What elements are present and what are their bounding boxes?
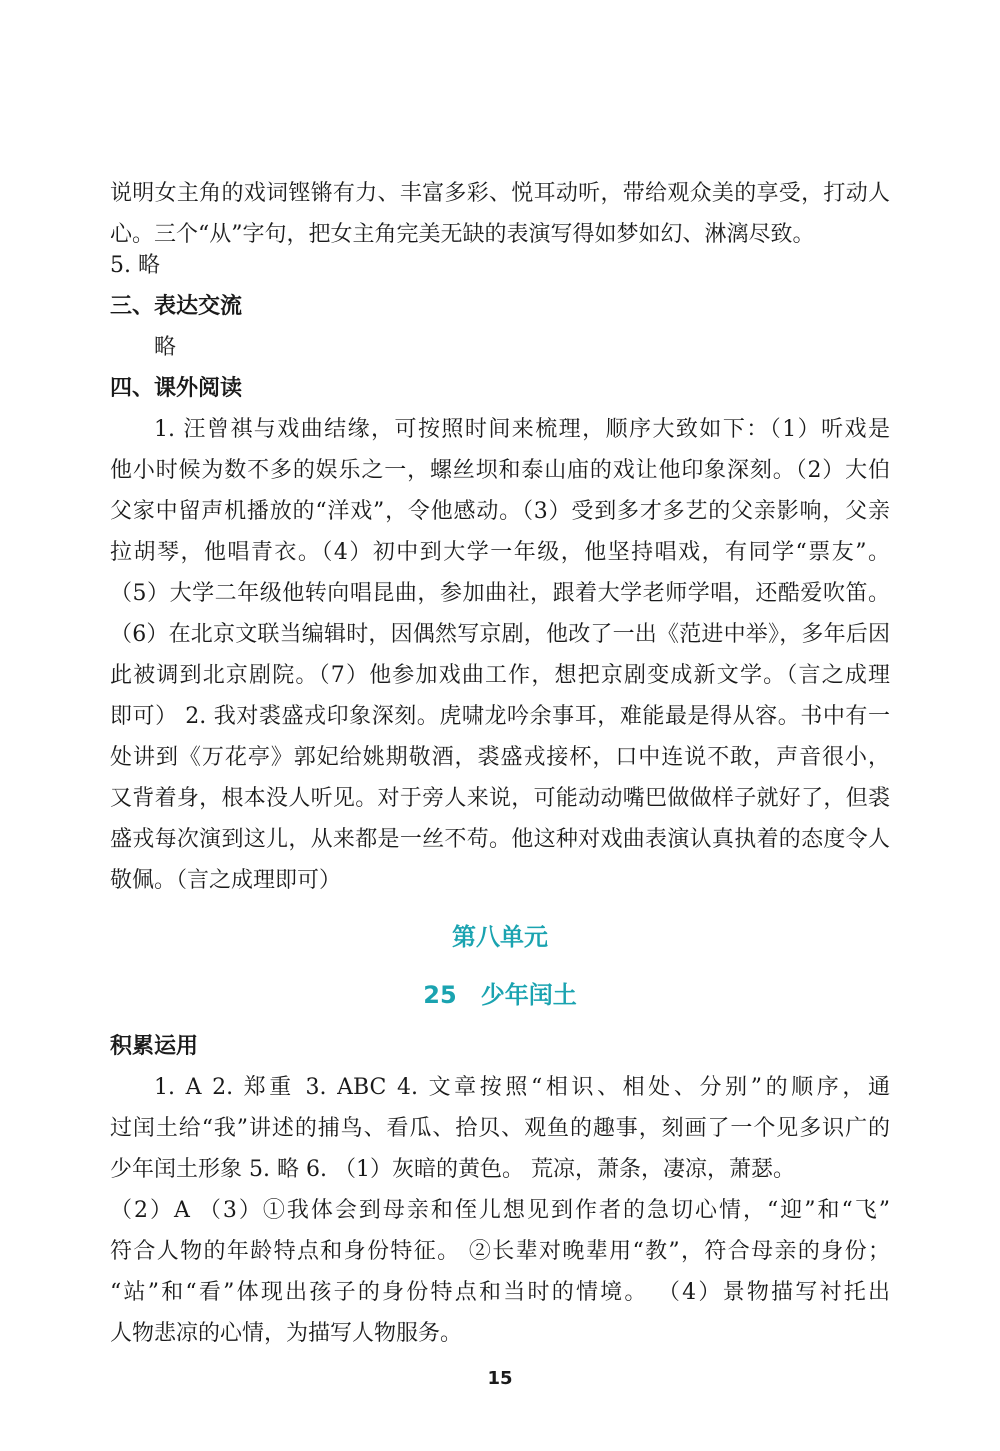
text-line: 他小时候为数不多的娱乐之一，螺丝坝和泰山庙的戏让他印象深刻。（2）大伯 (110, 458, 890, 483)
page-number: 15 (487, 1368, 513, 1389)
text-line: 1. 汪曾祺与戏曲结缘，可按照时间来梳理，顺序大致如下：（1）听戏是 (154, 417, 890, 442)
text-line: 心。三个“从”字句，把女主角完美无缺的表演写得如梦如幻、淋漓尽致。 (110, 222, 815, 247)
text-line: （2）A （3）①我体会到母亲和侄儿想见到作者的急切心情，“迎”和“飞” (110, 1198, 890, 1223)
section-heading: 三、表达交流 (110, 294, 243, 319)
section-heading: 四、课外阅读 (110, 376, 243, 401)
section-content: 略 (154, 335, 177, 360)
text-line: 1. A 2. 郑重 3. ABC 4. 文章按照“相识、相处、分别”的顺序，通 (154, 1075, 890, 1100)
text-line: 此被调到北京剧院。（7）他参加戏曲工作，想把京剧变成新文学。（言之成理 (110, 663, 890, 688)
text-line: 父家中留声机播放的“洋戏”，令他感动。（3）受到多才多艺的父亲影响，父亲 (110, 499, 890, 524)
text-line: 敬佩。（言之成理即可） (110, 868, 342, 893)
text-line: 处讲到《万花亭》郭妃给姚期敬酒，裘盛戎接杯，口中连说不敢，声音很小， (110, 745, 890, 770)
text-line: 符合人物的年龄特点和身份特征。 ②长辈对晚辈用“教”，符合母亲的身份； (110, 1239, 890, 1264)
text-line: 5. 略 (110, 253, 160, 278)
text-line: 过闰土给“我”讲述的捕鸟、看瓜、拾贝、观鱼的趣事，刻画了一个见多识广的 (110, 1116, 890, 1141)
section-heading: 积累运用 (110, 1034, 199, 1059)
text-line: “站”和“看”体现出孩子的身份特点和当时的情境。 （4）景物描写衬托出 (110, 1280, 890, 1305)
text-line: 少年闰土形象 5. 略 6. （1）灰暗的黄色。 荒凉，萧条，凄凉，萧瑟。 (110, 1157, 795, 1182)
unit-title: 第八单元 (452, 923, 548, 951)
text-line: 即可） 2. 我对裘盛戎印象深刻。虎啸龙吟余事耳，难能最是得从容。书中有一 (110, 704, 890, 729)
text-line: 又背着身，根本没人听见。对于旁人来说，可能动动嘴巴做做样子就好了，但裘 (110, 786, 890, 811)
text-line: 说明女主角的戏词铿锵有力、丰富多彩、悦耳动听，带给观众美的享受，打动人 (110, 181, 890, 206)
text-line: 拉胡琴，他唱青衣。（4）初中到大学一年级，他坚持唱戏，有同学“票友”。 (110, 540, 890, 565)
lesson-title: 25 少年闰土 (423, 981, 577, 1009)
text-line: 盛戎每次演到这儿，从来都是一丝不苟。他这种对戏曲表演认真执着的态度令人 (110, 827, 890, 852)
text-line: 人物悲凉的心情，为描写人物服务。 (110, 1321, 463, 1346)
text-line: （6）在北京文联当编辑时，因偶然写京剧，他改了一出《范进中举》，多年后因 (110, 622, 890, 647)
text-line: （5）大学二年级他转向唱昆曲，参加曲社，跟着大学老师学唱，还酷爱吹笛。 (110, 581, 890, 606)
